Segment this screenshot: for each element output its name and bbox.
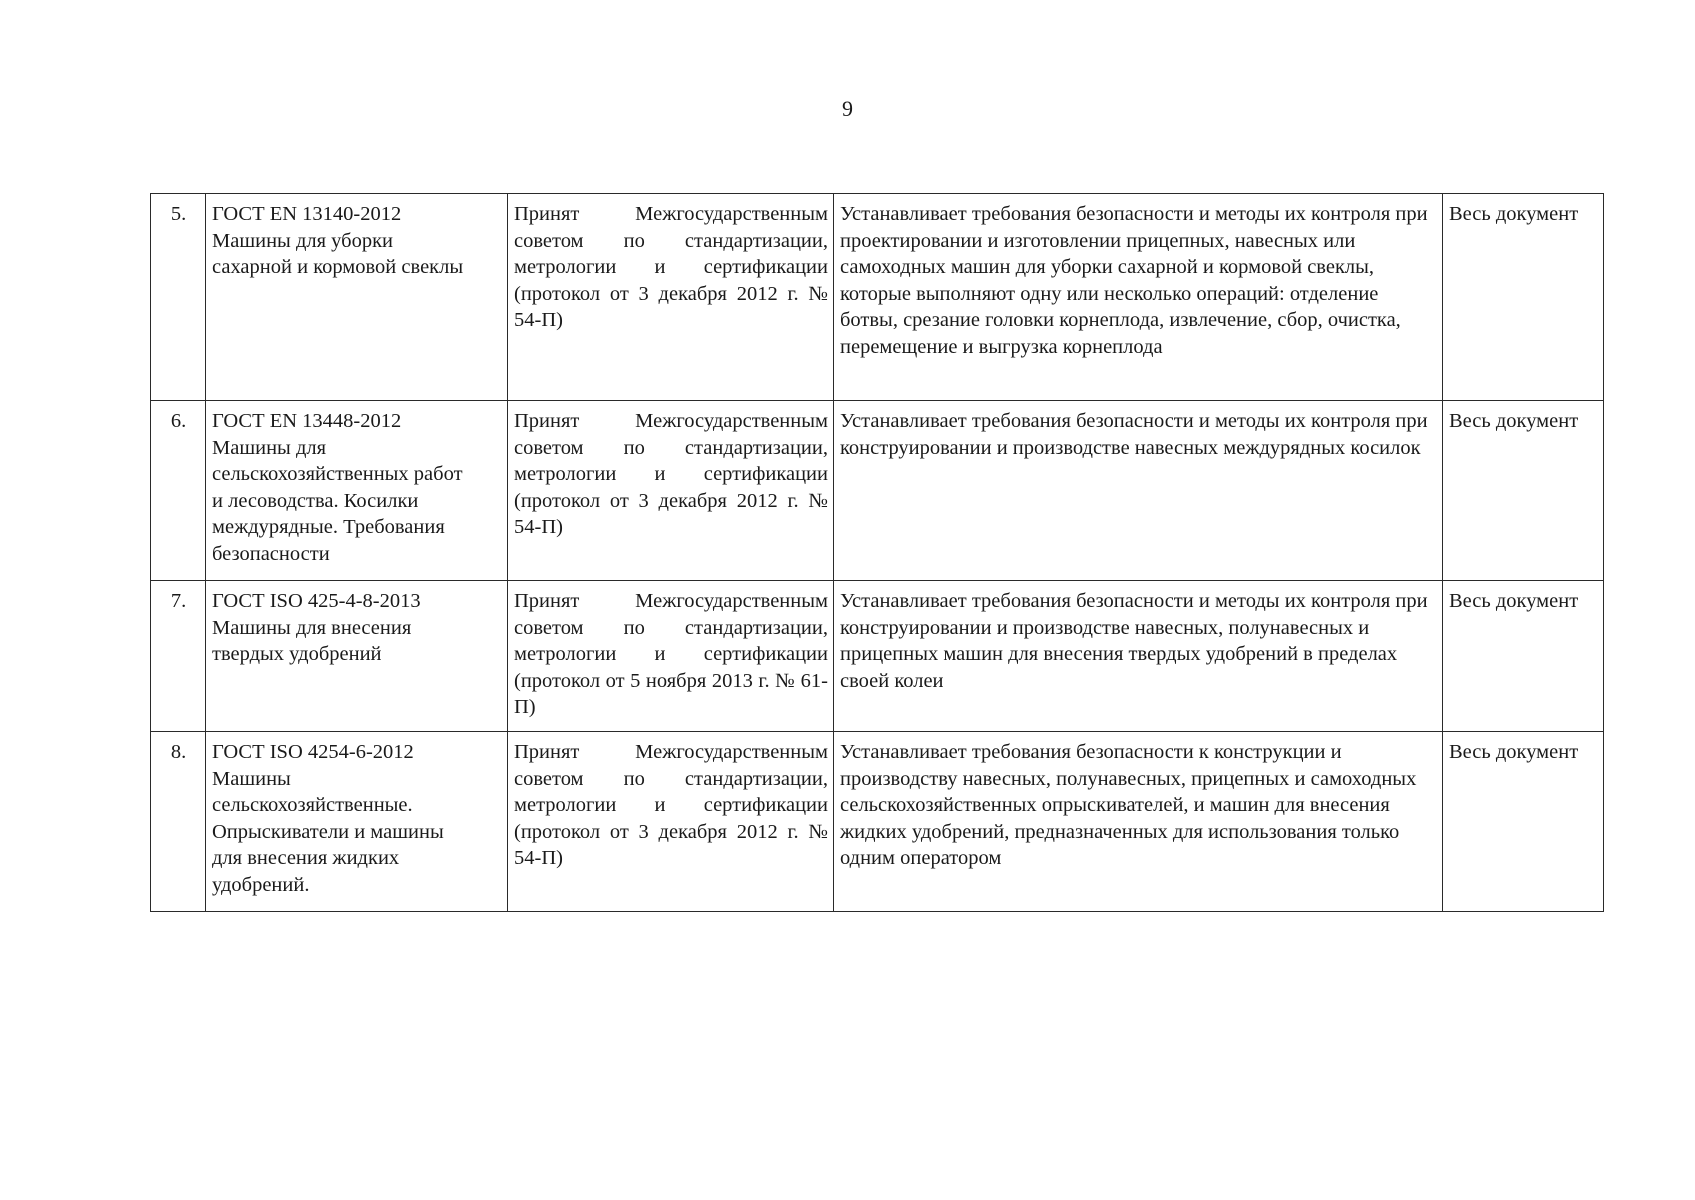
scope-description: Устанавливает требования безопасности и методы их контроля при проектировании и изготовлении прицепных, навесных или самоходных машин для уборки сахарной и кормовой свеклы, которые выполняют одну или несколько операций: отделение ботвы, срезание головки корнеплода, извлечение, сбор, очистка, перемещение и выгрузка корнеплода <box>834 194 1443 401</box>
standard-designation <box>206 581 508 732</box>
table-row <box>151 732 1604 912</box>
row-number: 7. <box>151 581 206 732</box>
designation-line: междурядные. Требования <box>212 516 445 538</box>
designation-line: ГОСТ EN 13140-2012 <box>212 203 402 225</box>
row-number: 8. <box>151 732 206 912</box>
designation-line: Машины <box>212 767 291 790</box>
designation-line: для внесения жидких <box>212 847 400 869</box>
applicability: Весь документ <box>1443 194 1604 401</box>
designation-line: и лесоводства. Косилки <box>212 489 419 512</box>
designation-line: твердых удобрений <box>212 643 382 665</box>
designation-line: ГОСТ ISO 4254-6-2012 <box>212 741 414 763</box>
scope-description: Устанавливает требования безопасности и методы их контроля при конструировании и производстве навесных, полунавесных и прицепных машин для внесения твердых удобрений в пределах своей колеи <box>834 581 1443 732</box>
table-row <box>151 401 1604 581</box>
designation-line: Машины для <box>212 436 327 459</box>
adoption-info: Принят Межгосударственным советом по стандартизации, метрологии и сертификации (протокол от 3 декабря 2012 г. № 54-П) <box>508 401 834 581</box>
table-row <box>151 194 1604 401</box>
designation-line: удобрений. <box>212 873 310 896</box>
designation-line: ГОСТ ISO 425-4-8-2013 <box>212 590 421 612</box>
applicability: Весь документ <box>1443 732 1604 912</box>
designation-line: сахарной и кормовой свеклы <box>212 256 464 278</box>
applicability: Весь документ <box>1443 581 1604 732</box>
designation-line: сельскохозяйственных работ <box>212 463 463 485</box>
adoption-info: Принят Межгосударственным советом по стандартизации, метрологии и сертификации (протокол от 3 декабря 2012 г. № 54-П) <box>508 732 834 912</box>
table-body <box>151 194 1604 912</box>
applicability: Весь документ <box>1443 401 1604 581</box>
standard-designation <box>206 401 508 581</box>
scope-description: Устанавливает требования безопасности к конструкции и производству навесных, полунавесных, прицепных и самоходных сельскохозяйственных опрыскивателей, и машин для внесения жидких удобрений, предназначенных для использования только одним оператором <box>834 732 1443 912</box>
designation-line: безопасности <box>212 542 330 565</box>
designation-line: Машины для внесения <box>212 616 412 639</box>
designation-line: Машины для уборки <box>212 229 394 252</box>
row-number: 5. <box>151 194 206 401</box>
standards-table <box>150 193 1604 912</box>
standard-designation <box>206 194 508 401</box>
designation-line: Опрыскиватели и машины <box>212 820 444 843</box>
adoption-info: Принят Межгосударственным советом по стандартизации, метрологии и сертификации (протокол от 5 ноября 2013 г. № 61-П) <box>508 581 834 732</box>
page-number: 9 <box>842 96 853 121</box>
designation-line: сельскохозяйственные. <box>212 794 413 816</box>
row-number: 6. <box>151 401 206 581</box>
standard-designation <box>206 732 508 912</box>
designation-line: ГОСТ EN 13448-2012 <box>212 410 402 432</box>
table-row <box>151 581 1604 732</box>
scope-description: Устанавливает требования безопасности и методы их контроля при конструировании и производстве навесных междурядных косилок <box>834 401 1443 581</box>
adoption-info: Принят Межгосударственным советом по стандартизации, метрологии и сертификации (протокол от 3 декабря 2012 г. № 54-П) <box>508 194 834 401</box>
